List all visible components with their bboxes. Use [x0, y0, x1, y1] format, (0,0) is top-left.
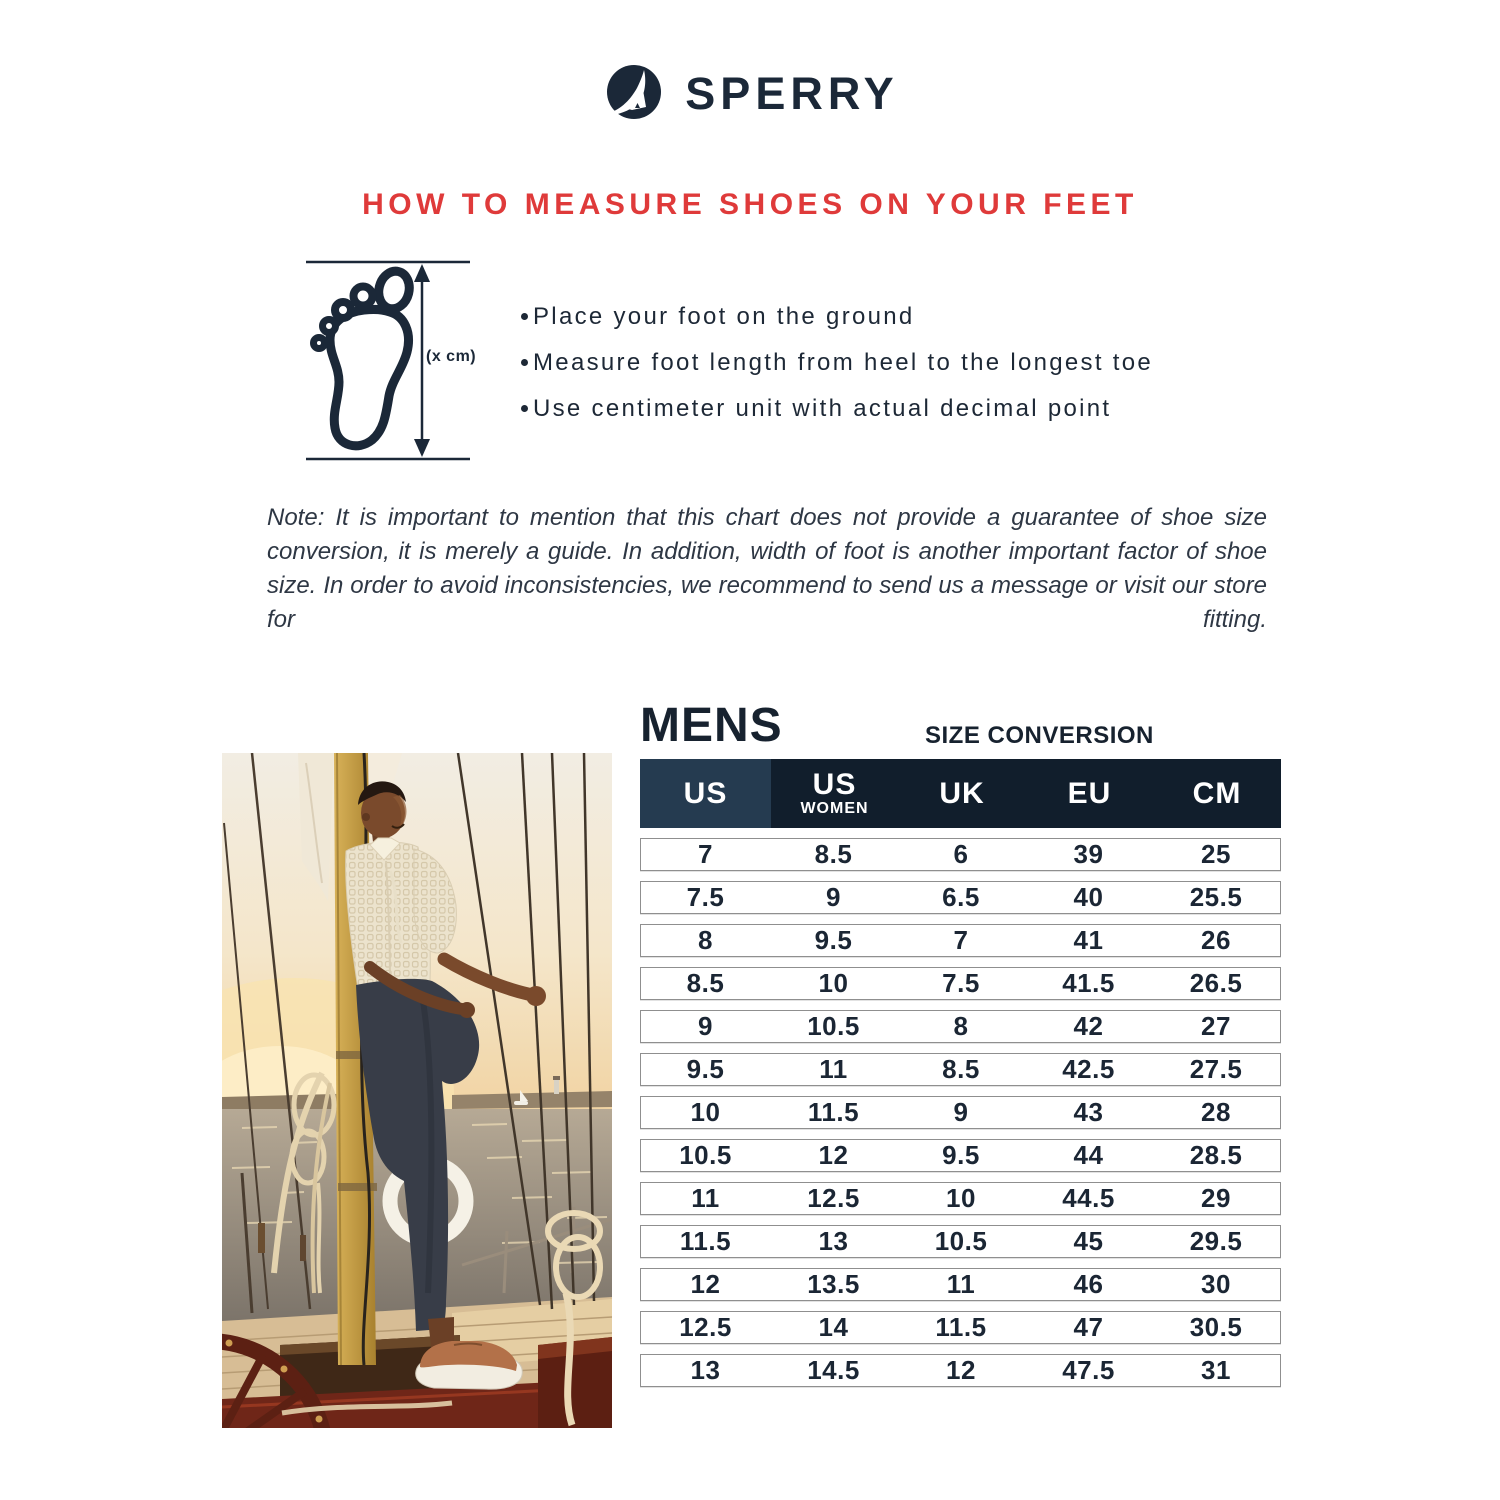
table-cell: 7: [953, 925, 969, 955]
table-cell: 8: [698, 925, 713, 955]
table-cell: 14: [818, 1312, 849, 1342]
table-cell: 14.5: [807, 1355, 860, 1385]
table-cell: 11.5: [679, 1226, 732, 1256]
table-cell: 7: [698, 839, 713, 869]
table-cell: 26: [1201, 925, 1231, 955]
column-header-us-women: US WOMEN: [800, 768, 869, 817]
column-header-us: US: [640, 759, 771, 828]
table-row: [640, 1311, 1281, 1344]
table-cell: 30: [1201, 1269, 1231, 1299]
disclaimer-note: Note: It is important to mention that this chart does not provide a guarantee of shoe size conversion, it is merely a guide. In addition, width of foot is another important factor of shoe size. In order to avoid inconsistencies, we recommend to send us a message or visit our store for fitting.: [267, 504, 1267, 633]
table-cell: 12: [946, 1355, 976, 1385]
measure-length-label: (x cm): [426, 348, 477, 365]
table-cell: 10: [818, 968, 849, 998]
table-cell: 29: [1201, 1183, 1231, 1213]
table-cell: 43: [1073, 1097, 1104, 1127]
table-cell: 10.5: [934, 1226, 988, 1256]
column-header-cm: CM: [1192, 776, 1242, 810]
instruction-text: Measure foot length from heel to the longest toe: [533, 349, 1154, 376]
table-cell: 13: [818, 1226, 849, 1256]
table-cell: 12.5: [807, 1183, 860, 1213]
table-cell: 7.5: [942, 968, 980, 998]
table-cell: 11.5: [935, 1312, 987, 1342]
table-cell: 8.5: [942, 1054, 980, 1084]
table-cell: 10.5: [807, 1011, 860, 1041]
instruction-text: Use centimeter unit with actual decimal point: [533, 395, 1112, 422]
table-cell: 40: [1073, 882, 1104, 912]
size-conversion-subtitle: SIZE CONVERSION: [925, 722, 1154, 749]
table-row: [640, 1354, 1281, 1387]
table-cell: 10.5: [679, 1140, 732, 1170]
table-cell: 7.5: [686, 882, 725, 912]
table-header-row: [640, 759, 1281, 828]
table-row: [640, 838, 1281, 871]
table-cell: 11: [691, 1183, 720, 1213]
table-cell: 47.5: [1062, 1355, 1115, 1385]
table-row: [640, 1182, 1281, 1215]
table-cell: 44: [1073, 1140, 1104, 1170]
instruction-item: [521, 349, 1153, 376]
table-cell: 11: [946, 1269, 976, 1299]
table-cell: 13.5: [807, 1269, 860, 1299]
instruction-item: [521, 395, 1153, 422]
table-cell: 8.5: [814, 839, 853, 869]
sailboat-photo-graphic: [222, 753, 612, 1428]
table-cell: 28.5: [1189, 1140, 1243, 1170]
table-cell: 44.5: [1062, 1183, 1115, 1213]
table-cell: 9: [698, 1011, 713, 1041]
table-cell: 46: [1073, 1269, 1104, 1299]
instructions-list: [521, 303, 1153, 441]
table-cell: 29.5: [1189, 1226, 1243, 1256]
table-cell: 13: [690, 1355, 721, 1385]
column-header-eu: EU: [1067, 776, 1112, 810]
table-row: [640, 1053, 1281, 1086]
sperry-sailboat-icon: [601, 62, 665, 126]
table-cell: 28: [1201, 1097, 1231, 1127]
instruction-text: Place your foot on the ground: [533, 303, 915, 330]
table-cell: 10: [946, 1183, 976, 1213]
table-cell: 9: [953, 1097, 969, 1127]
table-cell: 42: [1073, 1011, 1104, 1041]
table-cell: 25: [1201, 839, 1231, 869]
table-row: [640, 967, 1281, 1000]
brand-name: SPERRY: [685, 68, 899, 119]
table-cell: 41: [1073, 925, 1104, 955]
table-cell: 39: [1073, 839, 1104, 869]
lifestyle-photo: [222, 753, 612, 1428]
bullet-icon: [521, 405, 528, 412]
column-header-uk: UK: [939, 776, 985, 810]
bullet-icon: [521, 313, 528, 320]
table-row: [640, 881, 1281, 914]
table-cell: 41.5: [1062, 968, 1115, 998]
table-cell: 26.5: [1189, 968, 1243, 998]
table-cell: 42.5: [1062, 1054, 1115, 1084]
table-cell: 9.5: [942, 1140, 980, 1170]
brand-logo: [0, 62, 1500, 126]
table-cell: 47: [1073, 1312, 1104, 1342]
table-cell: 12.5: [679, 1312, 732, 1342]
table-cell: 6: [953, 839, 969, 869]
table-cell: 11: [819, 1054, 848, 1084]
table-cell: 10: [690, 1097, 721, 1127]
table-cell: 12: [690, 1269, 721, 1299]
table-row: [640, 1225, 1281, 1258]
size-conversion-table: [640, 759, 1281, 1397]
table-cell: 12: [818, 1140, 849, 1170]
table-row: [640, 924, 1281, 957]
section-title-mens: MENS: [640, 699, 783, 752]
table-cell: 8.5: [686, 968, 725, 998]
table-cell: 6.5: [942, 882, 980, 912]
foot-measure-diagram: [298, 252, 488, 468]
table-cell: 9.5: [686, 1054, 725, 1084]
table-cell: 27: [1201, 1011, 1231, 1041]
bullet-icon: [521, 359, 528, 366]
table-cell: 11.5: [807, 1097, 860, 1127]
table-row: [640, 1010, 1281, 1043]
page-title: HOW TO MEASURE SHOES ON YOUR FEET: [362, 188, 1138, 221]
table-row: [640, 1139, 1281, 1172]
table-cell: 9: [826, 882, 841, 912]
table-cell: 8: [953, 1011, 969, 1041]
table-cell: 45: [1073, 1226, 1104, 1256]
table-cell: 25.5: [1189, 882, 1243, 912]
instruction-item: [521, 303, 1153, 330]
table-cell: 27.5: [1189, 1054, 1243, 1084]
size-table-body: [640, 838, 1281, 1387]
table-row: [640, 1268, 1281, 1301]
table-cell: 9.5: [814, 925, 853, 955]
table-cell: 30.5: [1189, 1312, 1243, 1342]
table-cell: 31: [1201, 1355, 1231, 1385]
table-row: [640, 1096, 1281, 1129]
